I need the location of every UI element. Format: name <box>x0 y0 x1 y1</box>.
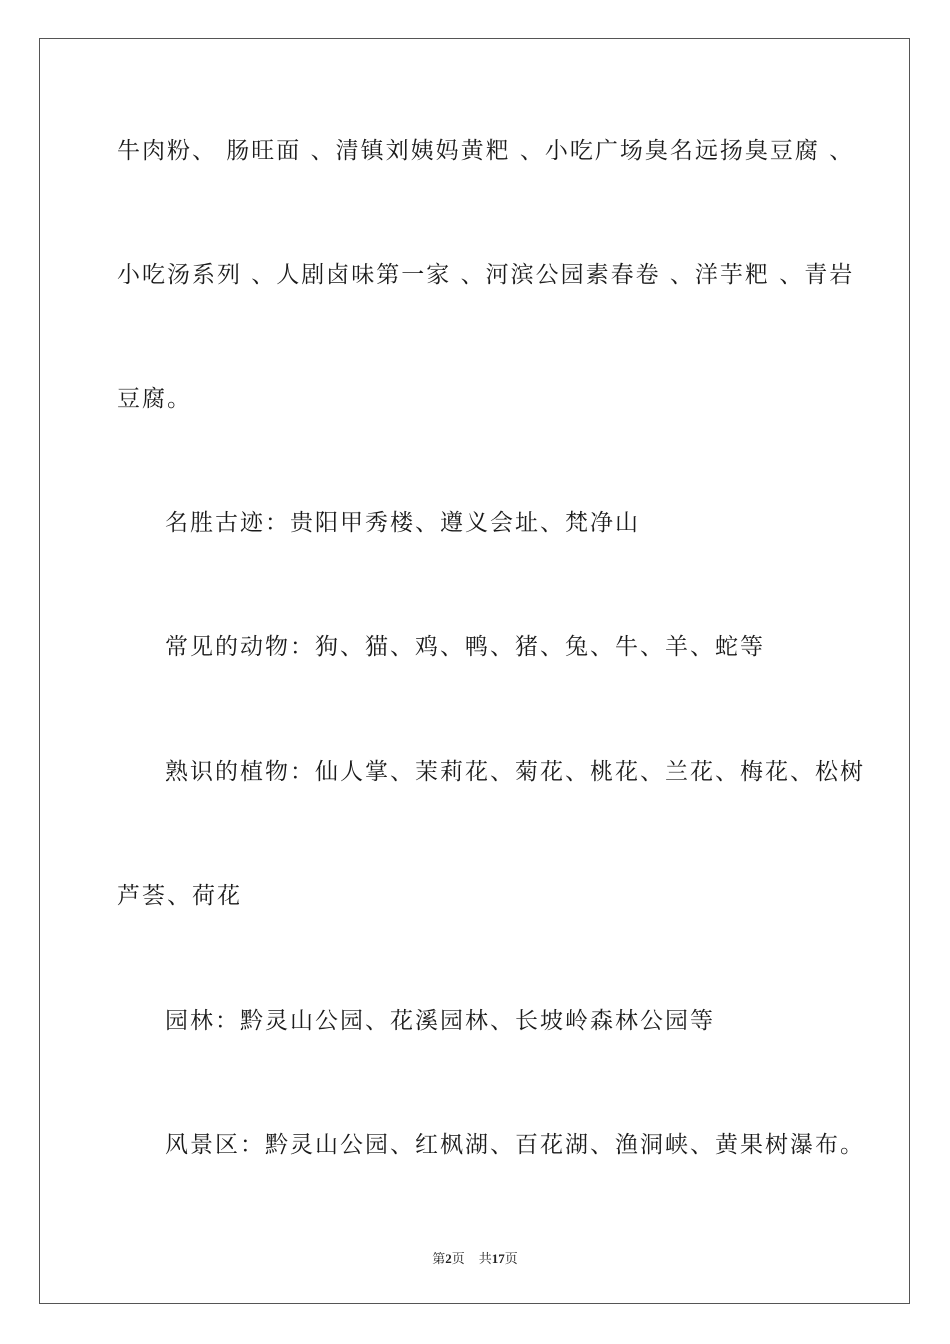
footer-total-prefix: 共 <box>478 1251 492 1266</box>
body-line-plants: 熟识的植物：仙人掌、茉莉花、菊花、桃花、兰花、梅花、松树 <box>165 759 865 785</box>
footer-total-pages: 17 <box>491 1251 505 1266</box>
body-line-2: 小吃汤系列 、人剧卤味第一家 、河滨公园素春卷 、洋芋粑 、青岩 <box>117 262 855 288</box>
body-line-scenic-spots: 名胜古迹：贵阳甲秀楼、遵义会址、梵净山 <box>165 510 640 536</box>
body-line-1: 牛肉粉、 肠旺面 、清镇刘姨妈黄粑 、小吃广场臭名远扬臭豆腐 、 <box>117 138 855 164</box>
body-line-scenic-areas: 风景区：黔灵山公园、红枫湖、百花湖、渔洞峡、黄果树瀑布。 <box>165 1132 865 1158</box>
page-footer <box>0 1248 950 1267</box>
body-line-animals: 常见的动物：狗、猫、鸡、鸭、猪、兔、牛、羊、蛇等 <box>165 634 765 660</box>
body-line-gardens: 园林：黔灵山公园、花溪园林、长坡岭森林公园等 <box>165 1008 715 1034</box>
footer-page-number: 2 <box>445 1251 452 1266</box>
footer-page-prefix: 第 <box>432 1251 446 1266</box>
body-line-3: 豆腐。 <box>117 386 192 412</box>
footer-page-suffix: 页 <box>451 1251 465 1266</box>
page-border <box>39 38 910 1304</box>
body-line-plants-cont: 芦荟、荷花 <box>117 883 242 909</box>
footer-total-suffix: 页 <box>504 1251 518 1266</box>
